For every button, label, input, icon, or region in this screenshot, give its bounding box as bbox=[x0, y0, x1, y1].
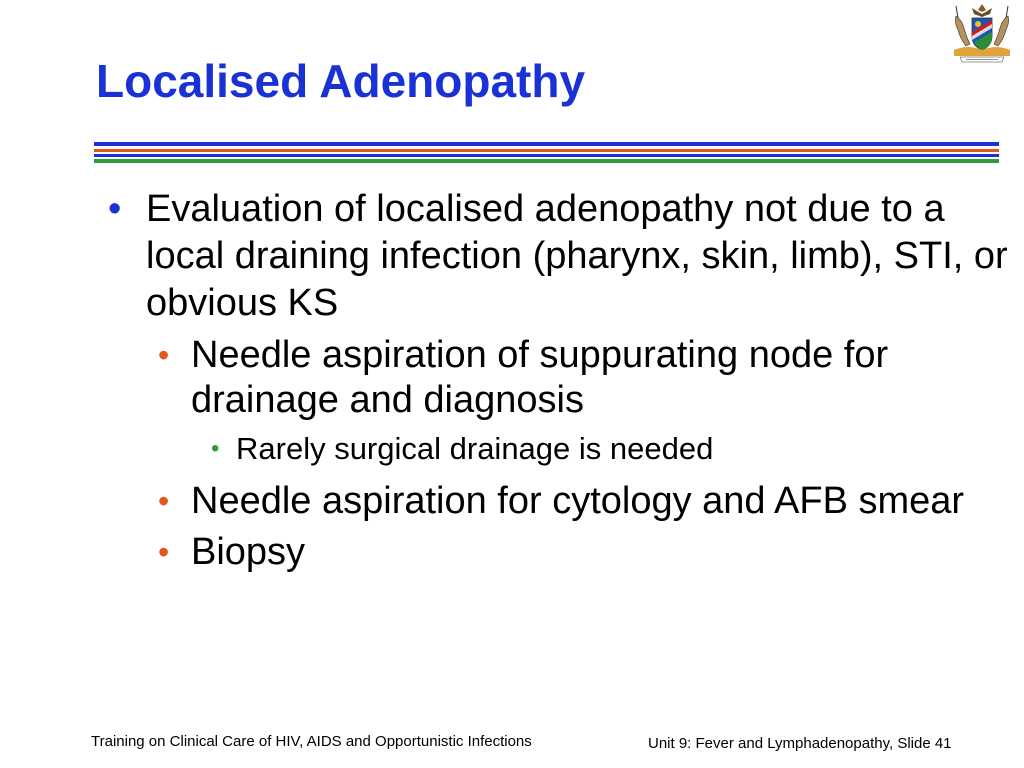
bullet-text: Rarely surgical drainage is needed bbox=[236, 431, 714, 466]
bullet-item-level2 bbox=[108, 333, 1008, 423]
bullet-list bbox=[108, 186, 1008, 581]
bullet-marker: • bbox=[158, 483, 170, 519]
bullet-marker: • bbox=[108, 188, 122, 230]
bullet-text: Biopsy bbox=[191, 531, 306, 573]
title-rule-blue-bottom bbox=[94, 154, 999, 157]
title-rule-blue-top bbox=[94, 142, 999, 146]
bullet-text: Needle aspiration for cytology and AFB smear bbox=[191, 480, 965, 522]
bullet-text: Evaluation of localised adenopathy not due to a local draining infection (pharynx, skin, limb), STI, or obvious KS bbox=[146, 188, 1008, 324]
bullet-marker: • bbox=[158, 534, 170, 570]
bullet-marker: • bbox=[158, 337, 170, 373]
slide-title: Localised Adenopathy bbox=[96, 55, 586, 107]
footer-course-title: Training on Clinical Care of HIV, AIDS and Opportunistic Infections bbox=[91, 733, 532, 750]
bullet-text: Needle aspiration of suppurating node for drainage and diagnosis bbox=[191, 334, 889, 421]
title-rule-green bbox=[94, 159, 999, 163]
title-rule-orange bbox=[94, 149, 999, 152]
namibia-coat-of-arms-icon bbox=[948, 2, 1016, 64]
bullet-item-level3 bbox=[108, 429, 1008, 469]
bullet-marker: • bbox=[211, 435, 220, 462]
bullet-item-level2 bbox=[108, 479, 1008, 524]
footer-slide-number: Unit 9: Fever and Lymphadenopathy, Slide 41 bbox=[648, 735, 952, 752]
bullet-item-level2 bbox=[108, 530, 1008, 575]
bullet-item-level1 bbox=[108, 186, 1008, 327]
